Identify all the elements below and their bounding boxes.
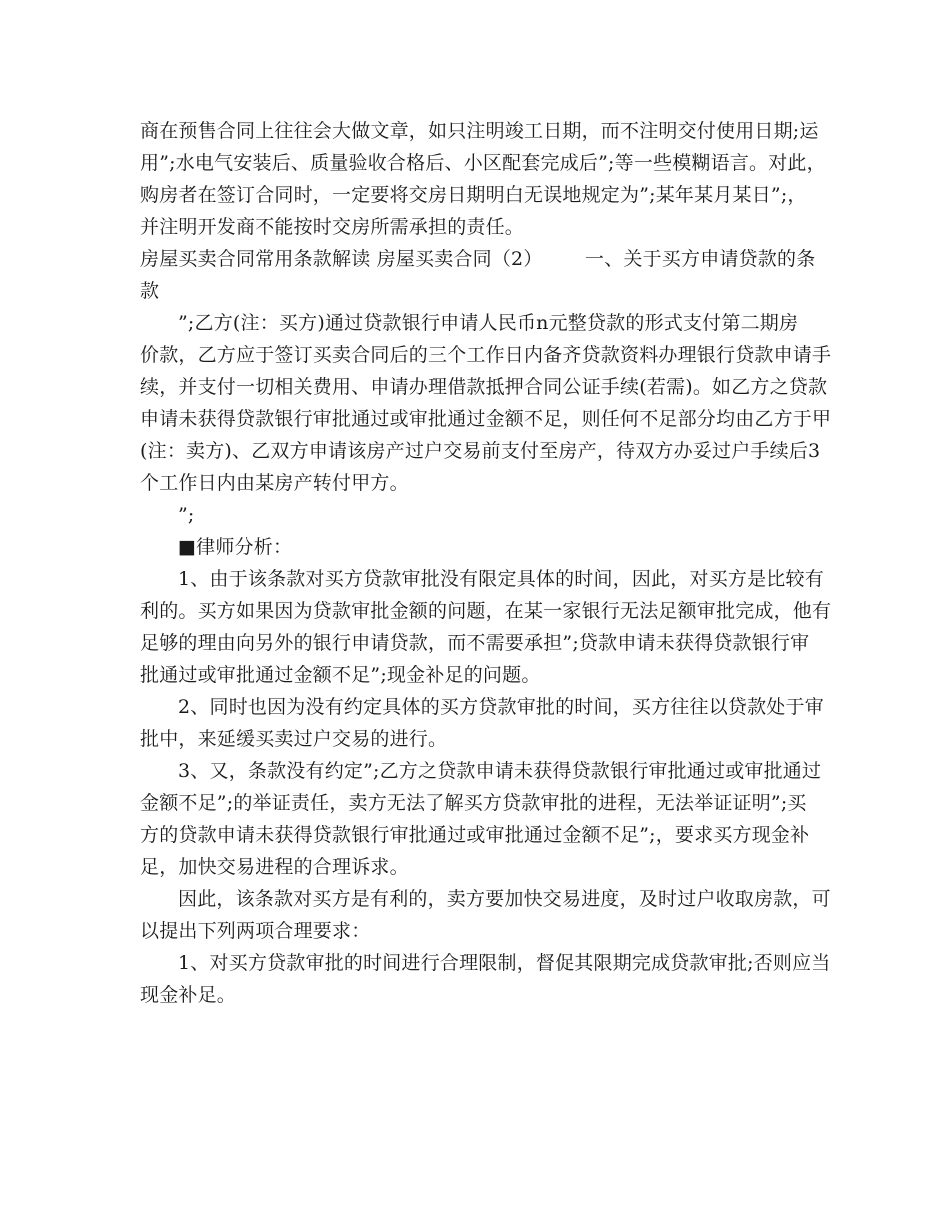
point-2-line: 2、同时也因为没有约定具体的买方贷款审批的时间，买方往往以贷款处于审 bbox=[178, 696, 824, 718]
text-line: 用”;水电气安装后、质量验收合格后、小区配套完成后”;等一些模糊语言。对此， bbox=[140, 152, 826, 174]
point-1-line: 足够的理由向另外的银行申请贷款，而不需要承担”;贷款申请未获得贷款银行审 bbox=[140, 632, 810, 654]
clause-line: 个工作日内由某房产转付甲方。 bbox=[140, 472, 409, 494]
point-1-line: 1、由于该条款对买方贷款审批没有限定具体的时间，因此，对买方是比较有 bbox=[178, 568, 824, 590]
analysis-title: ■律师分析： bbox=[178, 536, 293, 558]
point-1-line: 利的。买方如果因为贷款审批金额的问题，在某一家银行无法足额审批完成，他有 bbox=[140, 600, 832, 622]
clause-close: ”; bbox=[178, 504, 195, 526]
clause-line: ”;乙方(注：买方)通过贷款银行申请人民币n元整贷款的形式支付第二期房 bbox=[178, 312, 799, 334]
heading-title: 房屋买卖合同常用条款解读 房屋买卖合同（2） bbox=[140, 248, 543, 270]
clause-line: 续，并支付一切相关费用、申请办理借款抵押合同公证手续(若需)。如乙方之贷款 bbox=[140, 376, 828, 398]
request-1-line: 1、对买方贷款审批的时间进行合理限制，督促其限期完成贷款审批;否则应当 bbox=[178, 952, 831, 974]
text-line: 购房者在签订合同时，一定要将交房日期明白无误地规定为”;某年某月某日”;， bbox=[140, 184, 807, 206]
conclusion-line: 因此，该条款对买方是有利的，卖方要加快交易进度，及时过户收取房款，可 bbox=[178, 888, 831, 910]
text-line: 并注明开发商不能按时交房所需承担的责任。 bbox=[140, 216, 525, 238]
document-body bbox=[140, 115, 832, 1011]
point-2-line: 批中，来延缓买卖过户交易的进行。 bbox=[140, 728, 448, 750]
request-1-line: 现金补足。 bbox=[140, 984, 237, 1006]
clause-line: 价款，乙方应于签订买卖合同后的三个工作日内备齐贷款资料办理银行贷款申请手 bbox=[140, 344, 832, 366]
point-1-line: 批通过或审批通过金额不足”;现金补足的问题。 bbox=[140, 664, 541, 686]
text-line: 商在预售合同上往往会大做文章，如只注明竣工日期，而不注明交付使用日期;运 bbox=[140, 120, 819, 142]
point-3-line: 3、又，条款没有约定”;乙方之贷款申请未获得贷款银行审批通过或审批通过 bbox=[178, 760, 822, 782]
point-3-line: 金额不足”;的举证责任，卖方无法了解买方贷款审批的进程，无法举证证明”;买 bbox=[140, 792, 807, 814]
point-3-line: 足，加快交易进程的合理诉求。 bbox=[140, 856, 409, 878]
heading-continued: 款 bbox=[140, 280, 160, 302]
section-heading bbox=[140, 243, 820, 275]
point-3-line: 方的贷款申请未获得贷款银行审批通过或审批通过金额不足”;，要求买方现金补 bbox=[140, 824, 810, 846]
clause-line: 申请未获得贷款银行审批通过或审批通过金额不足，则任何不足部分均由乙方于甲 bbox=[140, 408, 832, 430]
heading-clause-title: 一、关于买方申请贷款的条 bbox=[585, 248, 816, 270]
conclusion-line: 以提出下列两项合理要求： bbox=[140, 920, 371, 942]
clause-line: (注：卖方)、乙双方申请该房产过户交易前支付至房产，待双方办妥过户手续后3 bbox=[140, 440, 821, 462]
